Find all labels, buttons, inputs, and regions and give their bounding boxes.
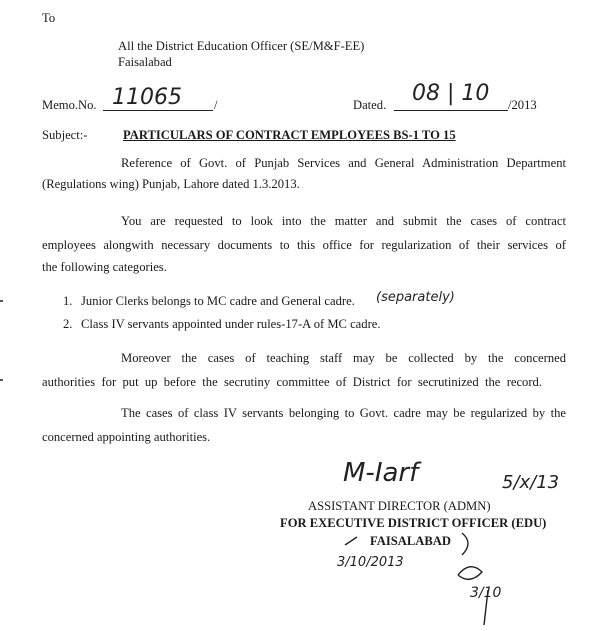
request-line-3: the following categories. <box>42 260 167 274</box>
class-iv-line-2: concerned appointing authorities. <box>42 430 211 444</box>
dated-label: Dated. <box>353 98 387 112</box>
addressee-line-1: All the District Education Officer (SE/M&F-EE) <box>118 39 365 53</box>
dated-handwritten: 08 | 10 <box>412 81 490 106</box>
memo-label: Memo.No. <box>42 98 97 112</box>
moreover-line-1: Moreover the cases of teaching staff may be collected by the concerned <box>121 351 566 365</box>
moreover-line-2: authorities for put up before the secrutiny committee of District for secrutinized the record. <box>42 375 542 389</box>
to-label: To <box>42 11 56 25</box>
item-2-number: 2. <box>63 317 73 331</box>
class-iv-line-1: The cases of class IV servants belonging to Govt. cadre may be regularized by the <box>121 406 566 420</box>
initials-tail <box>484 590 488 625</box>
item-1-number: 1. <box>63 294 73 308</box>
memo-trailing-slash: / <box>214 98 218 112</box>
signature-handwritten: M-Iarf <box>343 458 419 488</box>
signature-date-handwritten: 5/x/13 <box>502 472 560 493</box>
reference-line-2: (Regulations wing) Punjab, Lahore dated 1.3.2013. <box>42 177 300 191</box>
item-2-text: Class IV servants appointed under rules-17-A of MC cadre. <box>81 317 381 331</box>
dated-year: /2013 <box>508 98 537 112</box>
request-line-1: You are requested to look into the matter and submit the cases of contract <box>121 214 566 228</box>
addressee-line-2: Faisalabad <box>118 55 172 69</box>
signatory-for: FOR EXECUTIVE DISTRICT OFFICER (EDU) <box>280 516 547 530</box>
signatory-city: FAISALABAD <box>370 534 451 548</box>
initials-handwritten: 3/10 <box>470 585 502 601</box>
bottom-date-handwritten: 3/10/2013 <box>337 555 404 570</box>
scan-mark <box>0 379 3 381</box>
item-1-text: Junior Clerks belongs to MC cadre and General cadre. <box>81 294 355 308</box>
signatory-title: ASSISTANT DIRECTOR (ADMN) <box>308 499 491 513</box>
memo-number-handwritten: 11065 <box>112 85 182 110</box>
item-1-handwritten-note: (separately) <box>376 290 455 305</box>
subject-text: PARTICULARS OF CONTRACT EMPLOYEES BS-1 TO 15 <box>123 128 456 142</box>
reference-line-1: Reference of Govt. of Punjab Services and General Administration Department <box>121 156 566 170</box>
request-line-2: employees alongwith necessary documents to this office for regularization of their services of <box>42 238 566 252</box>
scan-mark <box>0 300 3 302</box>
subject-label: Subject:- <box>42 128 88 142</box>
bracket-stroke <box>462 533 468 555</box>
initials-loop <box>458 567 482 580</box>
strike-stroke-1 <box>345 537 357 545</box>
